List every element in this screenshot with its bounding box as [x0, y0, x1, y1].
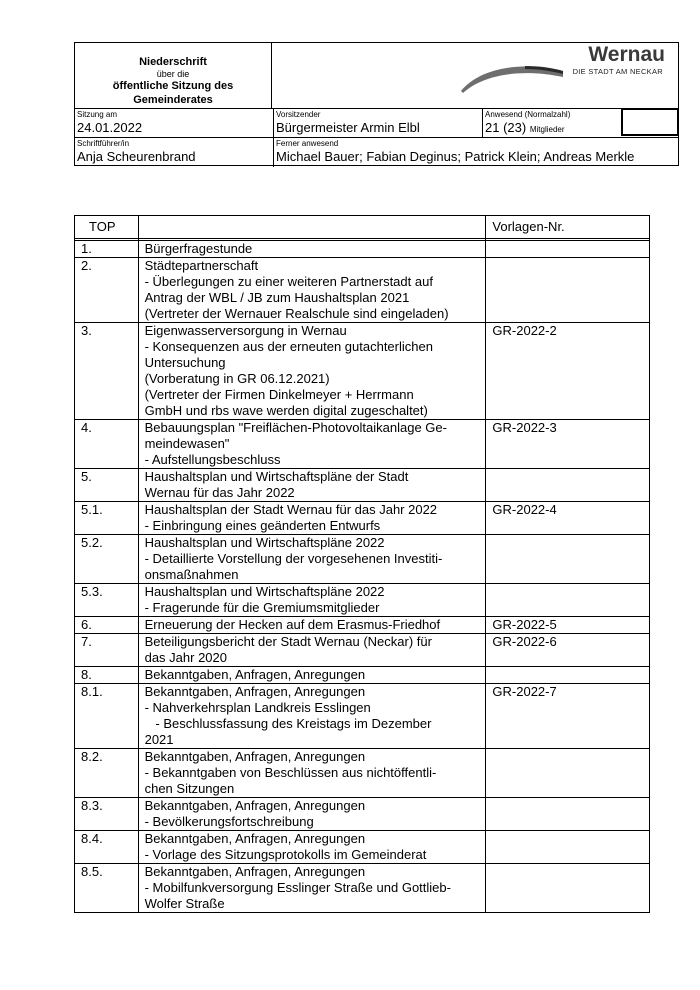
agenda-item-line: - Überlegungen zu einer weiteren Partnerstadt auf [144, 274, 433, 289]
agenda-item-line: - Einbringung eines geänderten Entwurfs [144, 518, 381, 533]
present-unit: Mitglieder [529, 125, 565, 134]
agenda-item-line: (Vorberatung in GR 06.12.2021) [144, 371, 330, 386]
agenda-item-subject [138, 469, 486, 502]
col-top: TOP [75, 216, 139, 239]
logo-brand: Wernau [588, 43, 665, 66]
agenda-item-line: - Fragerunde für die Gremiumsmitglieder [144, 600, 380, 615]
agenda-item-subject [138, 749, 486, 798]
agenda-item-subject [138, 617, 486, 634]
divider [273, 108, 274, 167]
table-row [75, 535, 650, 584]
agenda-item-number: 5.2. [75, 535, 139, 584]
agenda-item-subject [138, 535, 486, 584]
agenda-item-reference [486, 831, 650, 864]
agenda-item-number: 6. [75, 617, 139, 634]
agenda-item-reference [486, 749, 650, 798]
agenda-item-line: Bürgerfragestunde [144, 241, 253, 256]
agenda-item-reference [486, 535, 650, 584]
agenda-item-line: Bekanntgaben, Anfragen, Anregungen [144, 831, 366, 846]
agenda-item-line: Bekanntgaben, Anfragen, Anregungen [144, 864, 366, 879]
agenda-item-line: Eigenwasserversorgung in Wernau [144, 323, 347, 338]
title-line-2: über die [156, 69, 190, 79]
chair-name: Bürgermeister Armin Elbl [276, 120, 420, 135]
agenda-item-number: 3. [75, 323, 139, 420]
agenda-item-subject [138, 684, 486, 749]
agenda-item-line: Erneuerung der Hecken auf dem Erasmus-Friedhof [144, 617, 441, 632]
agenda-item-line: Bebauungsplan "Freiflächen-Photovoltaikanlage Ge- [144, 420, 447, 435]
agenda-item-line: Bekanntgaben, Anfragen, Anregungen [144, 667, 366, 682]
agenda-table [74, 215, 650, 913]
agenda-item-reference [486, 584, 650, 617]
agenda-item-subject [138, 420, 486, 469]
agenda-item-number: 1. [75, 241, 139, 258]
title-line-1: Niederschrift [139, 56, 207, 68]
agenda-item-line: - Bekanntgaben von Beschlüssen aus nichtöffentli- [144, 765, 437, 780]
table-row [75, 667, 650, 684]
agenda-item-line: chen Sitzungen [144, 781, 235, 796]
agenda-item-line: - Beschlussfassung des Kreistags im Dezember [144, 716, 432, 731]
agenda-item-line: Bekanntgaben, Anfragen, Anregungen [144, 749, 366, 764]
agenda-item-line: - Detaillierte Vorstellung der vorgesehenen Investiti- [144, 551, 443, 566]
agenda-item-number: 8.1. [75, 684, 139, 749]
chair-label: Vorsitzender [276, 110, 321, 119]
agenda-item-line: - Bevölkerungsfortschreibung [144, 814, 314, 829]
agenda-item-line: Haushaltsplan und Wirtschaftspläne der Stadt [144, 469, 409, 484]
table-row [75, 684, 650, 749]
also-present-label: Ferner anwesend [276, 139, 339, 148]
agenda-item-number: 5. [75, 469, 139, 502]
agenda-item-reference: GR-2022-6 [486, 634, 650, 667]
divider [75, 108, 678, 109]
agenda-item-reference [486, 864, 650, 913]
table-row [75, 831, 650, 864]
title-line-4: Gemeinderates [133, 94, 213, 106]
agenda-item-line: - Aufstellungsbeschluss [144, 452, 281, 467]
secretary-name: Anja Scheurenbrand [77, 149, 196, 164]
divider [75, 137, 678, 138]
agenda-item-reference: GR-2022-4 [486, 502, 650, 535]
wernau-logo [455, 43, 679, 108]
agenda-item-number: 4. [75, 420, 139, 469]
secretary-label: Schriftführer/in [77, 139, 130, 148]
empty-box [621, 108, 679, 136]
agenda-item-subject [138, 667, 486, 684]
minutes-header [74, 42, 679, 166]
agenda-item-line: Haushaltsplan und Wirtschaftspläne 2022 [144, 535, 385, 550]
agenda-item-subject [138, 241, 486, 258]
agenda-item-number: 2. [75, 258, 139, 323]
agenda-item-reference: GR-2022-2 [486, 323, 650, 420]
table-row [75, 634, 650, 667]
agenda-item-subject [138, 864, 486, 913]
agenda-item-line: das Jahr 2020 [144, 650, 227, 665]
agenda-item-subject [138, 584, 486, 617]
agenda-item-number: 8. [75, 667, 139, 684]
col-ref: Vorlagen-Nr. [486, 216, 650, 239]
table-row [75, 420, 650, 469]
logo-swoosh-icon [455, 57, 565, 97]
title-line-3: öffentliche Sitzung des [112, 80, 234, 92]
present-label: Anwesend (Normalzahl) [485, 110, 571, 119]
agenda-item-subject [138, 634, 486, 667]
agenda-item-reference [486, 241, 650, 258]
agenda-item-line: Wernau für das Jahr 2022 [144, 485, 295, 500]
agenda-item-line: 2021 [144, 732, 174, 747]
agenda-item-subject [138, 323, 486, 420]
also-present-names: Michael Bauer; Fabian Deginus; Patrick Klein; Andreas Merkle [276, 149, 635, 164]
table-row [75, 469, 650, 502]
table-row [75, 323, 650, 420]
session-date-label: Sitzung am [77, 110, 118, 119]
agenda-body [75, 239, 650, 913]
agenda-item-subject [138, 258, 486, 323]
divider [271, 43, 272, 108]
agenda-item-reference [486, 258, 650, 323]
table-row [75, 617, 650, 634]
agenda-item-number: 8.2. [75, 749, 139, 798]
agenda-item-reference [486, 667, 650, 684]
present-value: 21 (23) [485, 120, 527, 135]
agenda-item-line: Städtepartnerschaft [144, 258, 259, 273]
agenda-item-line: GmbH und rbs wave werden digital zugeschaltet) [144, 403, 428, 418]
agenda-header-row [75, 216, 650, 239]
agenda-item-number: 8.3. [75, 798, 139, 831]
divider [482, 108, 483, 137]
table-row [75, 864, 650, 913]
agenda-item-line: onsmaßnahmen [144, 567, 239, 582]
agenda-item-number: 7. [75, 634, 139, 667]
table-row [75, 798, 650, 831]
agenda-item-reference [486, 469, 650, 502]
agenda-item-line: Antrag der WBL / JB zum Haushaltsplan 2021 [144, 290, 410, 305]
agenda-item-line: Haushaltsplan der Stadt Wernau für das Jahr 2022 [144, 502, 438, 517]
col-subject [138, 216, 486, 239]
agenda-item-subject [138, 798, 486, 831]
agenda-item-reference: GR-2022-3 [486, 420, 650, 469]
agenda-item-line: - Mobilfunkversorgung Esslinger Straße und Gottlieb- [144, 880, 451, 895]
agenda-item-line: - Konsequenzen aus der erneuten gutachterlichen [144, 339, 433, 354]
session-date: 24.01.2022 [77, 120, 143, 135]
agenda-item-reference: GR-2022-5 [486, 617, 650, 634]
agenda-item-subject [138, 502, 486, 535]
table-row [75, 258, 650, 323]
agenda-item-line: Bekanntgaben, Anfragen, Anregungen [144, 684, 366, 699]
document-title [75, 43, 271, 108]
agenda-item-line: - Vorlage des Sitzungsprotokolls im Gemeinderat [144, 847, 427, 862]
agenda-item-line: Beteiligungsbericht der Stadt Wernau (Neckar) für [144, 634, 432, 649]
table-row [75, 502, 650, 535]
logo-tagline: DIE STADT AM NECKAR [572, 67, 663, 76]
agenda-item-subject [138, 831, 486, 864]
agenda-item-line: - Nahverkehrsplan Landkreis Esslingen [144, 700, 371, 715]
agenda-item-line: Haushaltsplan und Wirtschaftspläne 2022 [144, 584, 385, 599]
table-row [75, 241, 650, 258]
agenda-item-line: Wolfer Straße [144, 896, 225, 911]
agenda-item-reference: GR-2022-7 [486, 684, 650, 749]
agenda-item-line: (Vertreter der Wernauer Realschule sind eingeladen) [144, 306, 449, 321]
table-row [75, 749, 650, 798]
agenda-item-number: 8.5. [75, 864, 139, 913]
agenda-item-reference [486, 798, 650, 831]
agenda-item-number: 8.4. [75, 831, 139, 864]
agenda-item-line: Bekanntgaben, Anfragen, Anregungen [144, 798, 366, 813]
table-row [75, 584, 650, 617]
agenda-item-line: Untersuchung [144, 355, 226, 370]
agenda-item-line: (Vertreter der Firmen Dinkelmeyer + Herrmann [144, 387, 414, 402]
agenda-item-number: 5.3. [75, 584, 139, 617]
present-count [485, 120, 565, 137]
agenda-item-line: meindewasen" [144, 436, 230, 451]
agenda-item-number: 5.1. [75, 502, 139, 535]
